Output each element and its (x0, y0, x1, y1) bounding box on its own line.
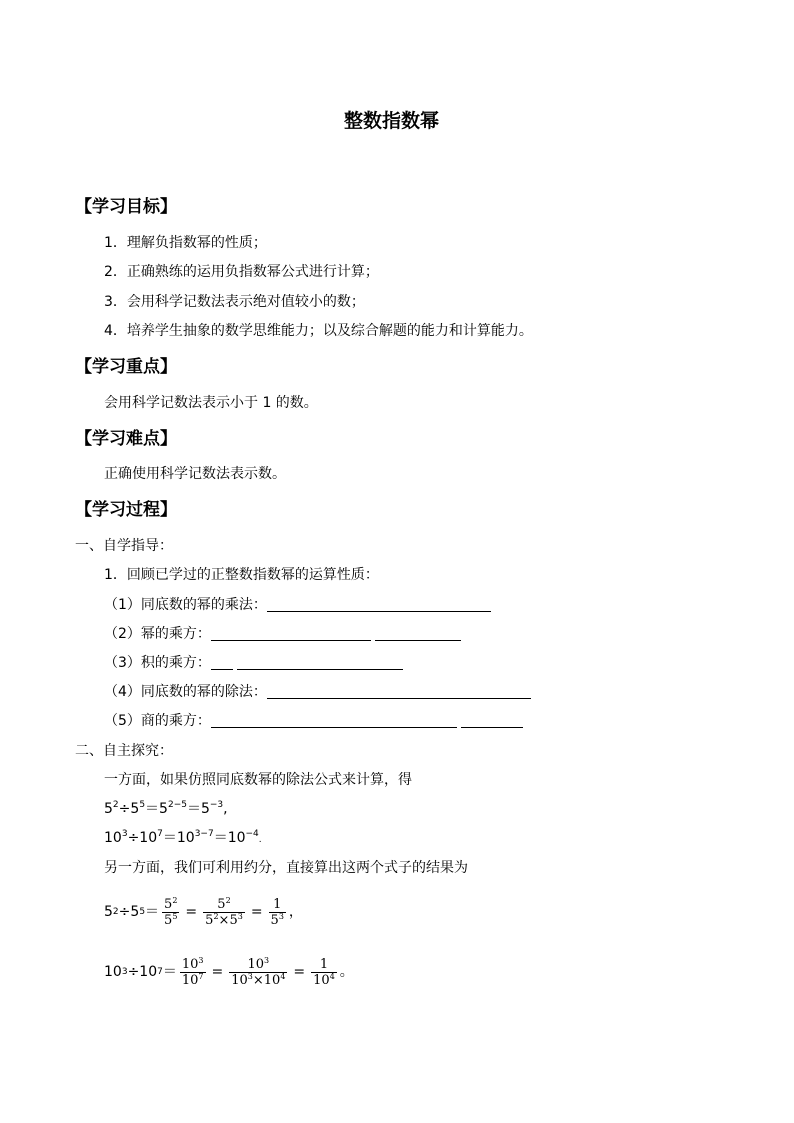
fraction: $\frac{1}{5^3}$ (270, 896, 284, 928)
part2-heading: 二、自主探究： (75, 743, 173, 759)
goal-item: 2．正确熟练的运用负指数幂公式进行计算； (104, 264, 379, 280)
goal-item: 1．理解负指数幂的性质； (104, 235, 267, 251)
fill-blank[interactable] (211, 626, 371, 641)
property-label: （3）积的乘方： (104, 655, 211, 671)
fill-blank[interactable] (237, 655, 403, 670)
goal-item: 4．培养学生抽象的数学思维能力；以及综合解题的能力和计算能力。 (104, 323, 533, 339)
fill-blank[interactable] (267, 684, 531, 699)
fill-blank[interactable] (267, 597, 491, 612)
fill-blank[interactable] (211, 713, 457, 728)
section-heading-goals: 【学习目标】 (75, 197, 177, 217)
property-label: （4）同底数的幂的除法： (104, 684, 267, 700)
equation-2: $10^3\div 10^7=10^{3-7}=10^{-4}$. (104, 829, 262, 846)
property-item (104, 596, 491, 614)
difficulty-text: 正确使用科学记数法表示数。 (104, 466, 286, 482)
property-item (104, 654, 403, 672)
section-heading-difficulty: 【学习难点】 (75, 429, 177, 449)
equation-4: 10 3 ÷ 10 7 ＝ $\frac{10^3}{10^7}$ = $\frac{10^3}{10^3\times 10^4}$ = $\frac{1}{10^4}$ 。 (104, 955, 354, 988)
property-item (104, 712, 523, 730)
focus-text: 会用科学记数法表示小于 1 的数。 (104, 395, 318, 411)
fill-blank[interactable] (211, 655, 233, 670)
property-label: （2）幂的乘方： (104, 626, 211, 642)
fraction: $\frac{5^2}{5^2\times 5^3}$ (205, 895, 243, 928)
section-heading-process: 【学习过程】 (75, 500, 177, 520)
part2-line1: 一方面，如果仿照同底数幂的除法公式来计算，得 (104, 772, 412, 788)
fraction: $\frac{10^3}{10^7}$ (181, 955, 204, 988)
fraction: $\frac{10^3}{10^3\times 10^4}$ (231, 955, 286, 988)
part1-intro: 1．回顾已学过的正整数指数幂的运算性质： (104, 567, 379, 583)
part1-heading: 一、自学指导： (75, 538, 173, 554)
goal-item: 3．会用科学记数法表示绝对值较小的数； (104, 294, 365, 310)
property-label: （5）商的乘方： (104, 713, 211, 729)
fraction: $\frac{5^2}{5^5}$ (164, 895, 178, 928)
part2-line2: 另一方面，我们可利用约分，直接算出这两个式子的结果为 (104, 860, 468, 876)
fill-blank[interactable] (375, 626, 461, 641)
fill-blank[interactable] (461, 713, 523, 728)
property-item (104, 625, 461, 643)
equation-3: 5 2 ÷ 5 5 ＝ $\frac{5^2}{5^5}$ = $\frac{5^2}{5^2\times 5^3}$ = $\frac{1}{5^3}$ ， (104, 895, 303, 928)
equation-1: $5^2\div 5^5=5^{2-5}=5^{-3}$, (104, 800, 228, 817)
page-title: 整数指数幂 (344, 110, 440, 132)
section-heading-focus: 【学习重点】 (75, 357, 177, 377)
property-item (104, 683, 531, 701)
property-label: （1）同底数的幂的乘法： (104, 597, 267, 613)
fraction: $\frac{1}{10^4}$ (313, 956, 335, 988)
